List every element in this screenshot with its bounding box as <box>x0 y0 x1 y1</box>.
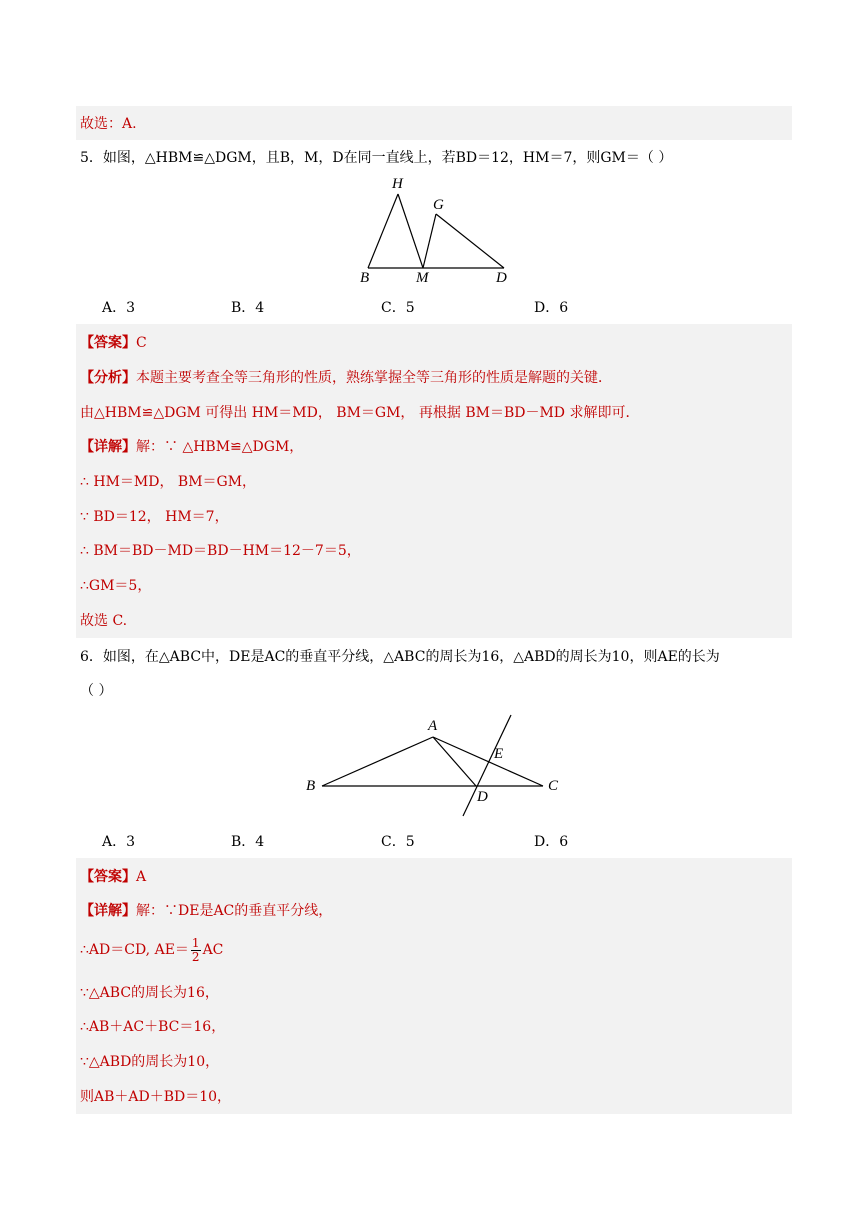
q5-label-g: G <box>433 197 444 213</box>
q4-conclusion: 故选：A. <box>80 116 137 132</box>
q5-stem: 5．如图，△HBM≌△DGM，且B，M，D在同一直线上，若BD＝12，HM＝7，则GM＝（ ） <box>80 150 673 166</box>
q6-stem: 6．如图，在△ABC中，DE是AC的垂直平分线，△ABC的周长为16，△ABD的周长为10，则AE的长为 <box>80 649 720 665</box>
q6-answer-line <box>80 867 146 887</box>
q6-frac-den: 2 <box>191 949 200 964</box>
q6-detail-4: ∵△ABD的周长为10， <box>80 1054 220 1070</box>
q5-analysis: 本题主要考查全等三角形的性质，熟练掌握全等三角形的性质是解题的关键． <box>136 370 612 386</box>
q6-option-b: B．4 <box>231 834 265 850</box>
q6-fraction-half <box>191 937 201 964</box>
q5-analysis-line <box>80 368 612 388</box>
q6-option-a: A．3 <box>102 834 136 850</box>
q6-frac-num: 1 <box>191 935 200 950</box>
q5-detail-3: ∵ BD＝12， HM＝7， <box>80 509 229 525</box>
q5-detail-line-1 <box>80 437 303 457</box>
q6-detail-frac-prefix: ∴AD＝CD, AE＝ <box>80 942 189 958</box>
q5-detail-tag: 【详解】 <box>80 439 136 455</box>
q4-conclusion-band <box>76 106 792 140</box>
q5-detail-6: 故选 C. <box>80 613 128 629</box>
q5-segment-hm <box>398 194 423 268</box>
q6-option-c: C．5 <box>381 834 415 850</box>
q5-label-m: M <box>416 270 429 286</box>
q6-label-a: A <box>428 718 438 734</box>
q5-answer-line <box>80 333 147 353</box>
q6-detail-line-1 <box>80 901 332 921</box>
q6-detail-3: ∴AB＋AC＋BC＝16， <box>80 1019 226 1035</box>
q6-detail-5: 则AB＋AD＋BD＝10， <box>80 1089 232 1105</box>
q6-label-e: E <box>494 746 504 762</box>
q6-answer-tag: 【答案】 <box>80 869 136 885</box>
q5-detail-5: ∴GM＝5， <box>80 578 152 594</box>
q6-segment-ba <box>322 737 433 786</box>
q5-detail-1: 解：∵ △HBM≌△DGM， <box>136 439 304 455</box>
q5-answer-tag: 【答案】 <box>80 335 136 351</box>
q5-segment-gd <box>436 214 504 268</box>
q5-option-c: C．5 <box>381 300 415 316</box>
q6-detail-fraction-line <box>80 933 223 967</box>
q6-label-d: D <box>477 789 488 805</box>
q5-detail-4: ∴ BM＝BD－MD＝BD－HM＝12－7＝5， <box>80 543 361 559</box>
q5-option-b: B．4 <box>231 300 265 316</box>
q5-label-d: D <box>496 270 507 286</box>
q5-analysis2: 由△HBM≌△DGM 可得出 HM＝MD， BM＝GM， 再根据 BM＝BD－MD 求解即可． <box>80 405 640 421</box>
q5-label-b: B <box>360 270 370 286</box>
q5-analysis-tag: 【分析】 <box>80 370 136 386</box>
q5-answer: C <box>136 335 147 351</box>
q6-answer: A <box>136 869 147 885</box>
q6-detail-first: 解：∵DE是AC的垂直平分线， <box>136 903 333 919</box>
q6-detail-2: ∵△ABC的周长为16， <box>80 985 219 1001</box>
q6-detail-tag: 【详解】 <box>80 903 136 919</box>
q6-label-b: B <box>306 778 316 794</box>
q5-segment-hb <box>368 194 398 268</box>
q6-segment-ad <box>433 737 476 786</box>
q6-segment-ac <box>433 737 543 786</box>
q5-detail-2: ∴ HM＝MD， BM＝GM， <box>80 474 257 490</box>
q6-detail-frac-suffix: AC <box>202 942 224 958</box>
q6-stem-cont: （ ） <box>80 683 113 699</box>
q5-label-h: H <box>392 176 403 192</box>
q6-label-c: C <box>548 778 559 794</box>
q6-option-d: D．6 <box>534 834 569 850</box>
q5-option-a: A．3 <box>102 300 136 316</box>
q5-segment-mg <box>423 214 436 268</box>
q5-option-d: D．6 <box>534 300 569 316</box>
